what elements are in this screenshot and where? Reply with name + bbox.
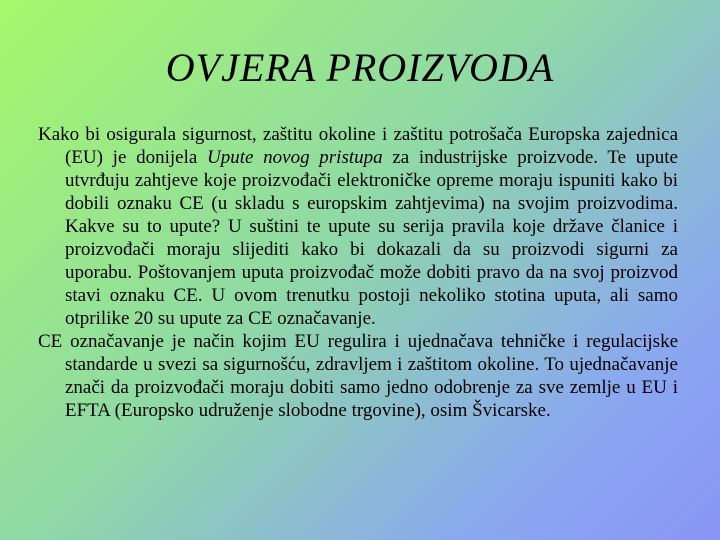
emphasis-directive-name: Upute novog pristupa (207, 147, 383, 168)
paragraph-new-approach (38, 123, 678, 330)
paragraph-text-before: Kako bi osigurala sigurnost, zaštitu okoline i zaštitu potrošača Europska zajednica (EU) je donijela (38, 124, 678, 168)
paragraph-ce-marking: CE označavanje je način kojim EU regulira i ujednačava tehničke i regulacijske standarde u svezi sa sigurnošću, zdravljem i zaštitom okoline. To ujednačavanje znači da proizvođači moraju dobiti samo jedno odobrenje za sve zemlje u EU i EFTA (Europsko udruženje slobodne trgovine), osim Švicarske. (38, 331, 678, 421)
paragraph-text-after: za industrijske proizvode. Te upute utvrđuju zahtjeve koje proizvođači elektroničke opreme moraju ispuniti kako bi dobili oznaku CE (u skladu s europskim zahtjevima) na svojim proizvodima. Kakve su to upute? U suštini te upute su serija pravila koje države članice i proizvođači moraju slijediti kako bi dokazali da su proizvodi sigurni za uporabu. Poštovanjem uputa proizvođač može dobiti pravo da na svoj proizvod stavi oznaku CE. U ovom trenutku postoji nekoliko stotina uputa, ali samo otprilike 20 su upute za CE označavanje. (65, 147, 678, 329)
slide-body (38, 123, 678, 422)
slide-title: OVJERA PROIZVODA (165, 45, 555, 90)
